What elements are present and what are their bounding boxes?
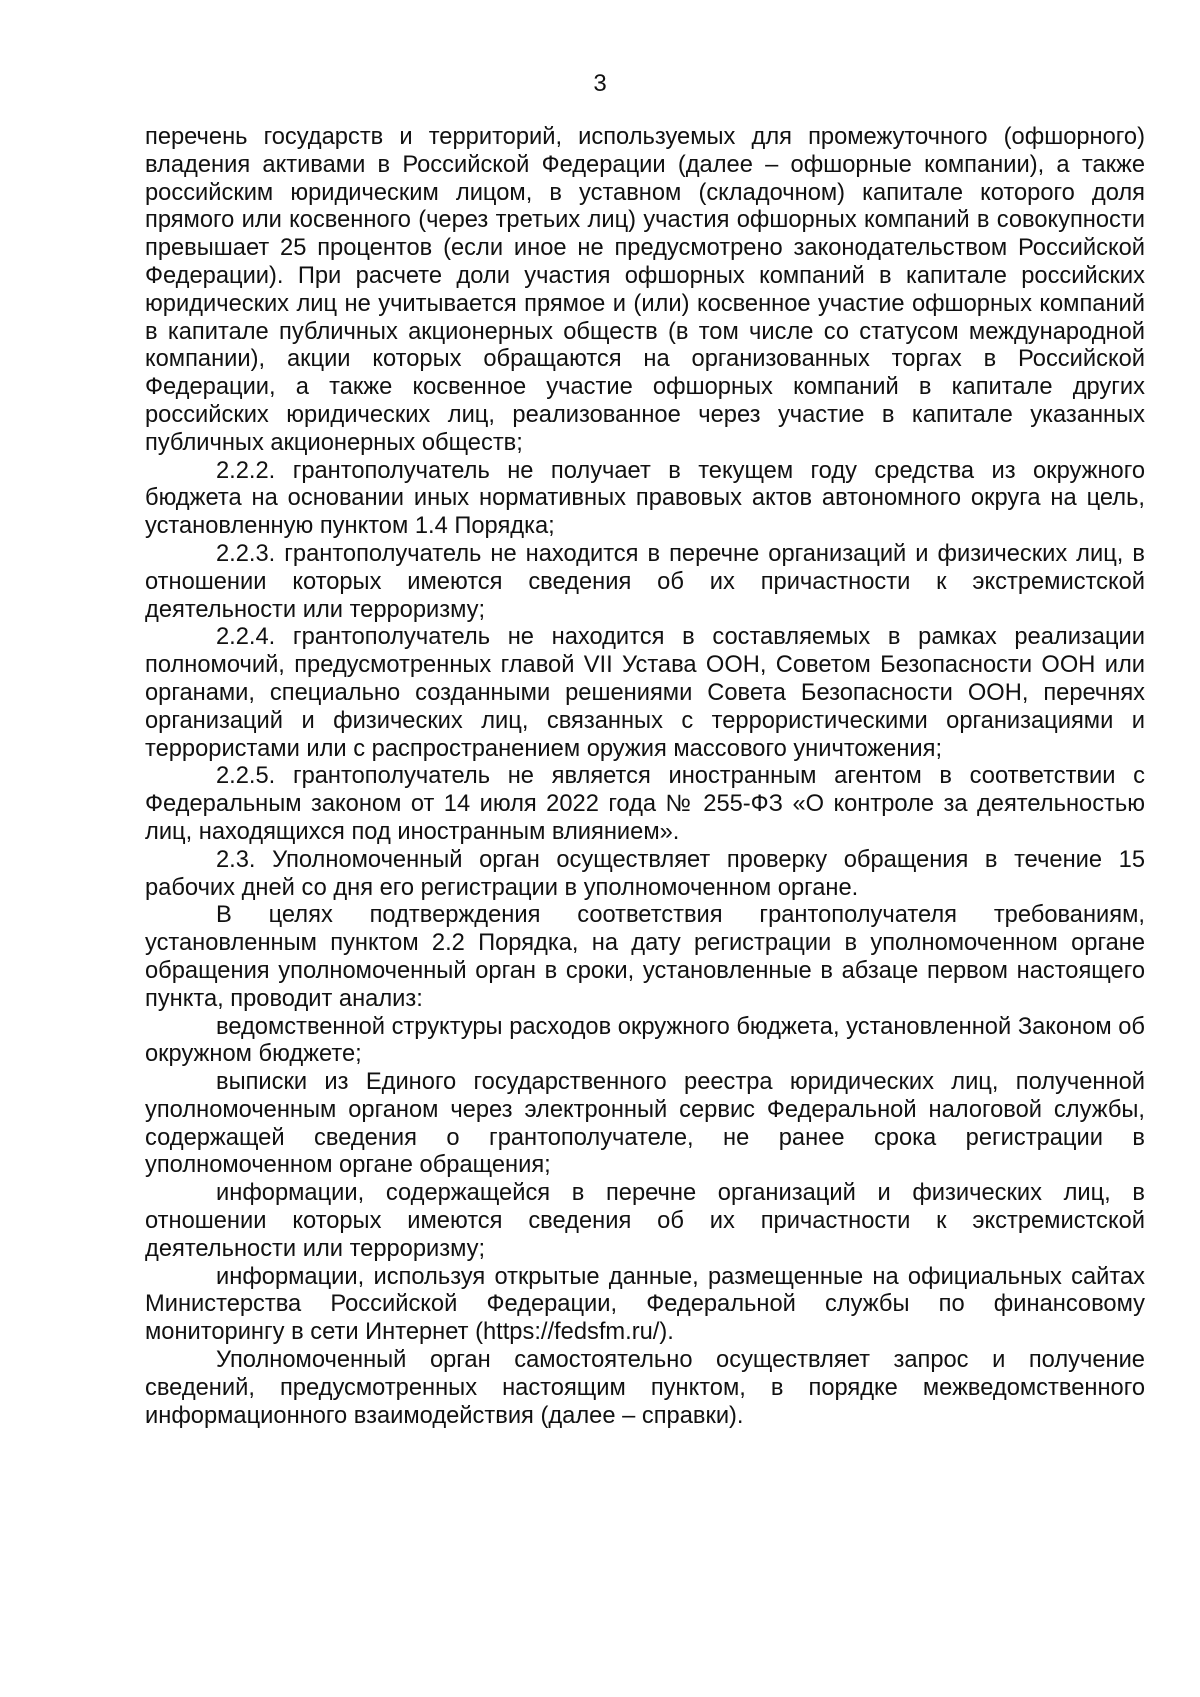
paragraph-budget-structure: ведомственной структуры расходов окружного бюджета, установленной Законом об окружном бюджете;	[145, 1013, 1145, 1068]
paragraph-open-data: информации, используя открытые данные, размещенные на официальных сайтах Министерства Российской Федерации, Федеральной службы по финансовому мониторингу в сети Интернет (https://fedsfm.ru/).	[145, 1263, 1145, 1346]
paragraph-2-2-5: 2.2.5. грантополучатель не является иностранным агентом в соответствии с Федеральным законом от 14 июля 2022 года № 255-ФЗ «О контроле за деятельностью лиц, находящихся под иностранным влиянием».	[145, 763, 1145, 845]
page-number: 3	[593, 70, 607, 97]
paragraph-2-2-3: 2.2.3. грантополучатель не находится в перечне организаций и физических лиц, в отношении которых имеются сведения об их причастности к экстремистской деятельности или терроризму;	[145, 540, 1145, 623]
paragraph-interagency-request: Уполномоченный орган самостоятельно осуществляет запрос и получение сведений, предусмотренных настоящим пунктом, в порядке межведомственного информационного взаимодействия (далее – справки).	[145, 1347, 1145, 1429]
document-body	[145, 124, 1145, 1430]
paragraph-verification-purpose: В целях подтверждения соответствия грантополучателя требованиям, установленным пунктом 2.2 Порядка, на дату регистрации в уполномоченном органе обращения уполномоченный орган в сроки, установленные в абзаце первом настоящего пункта, проводит анализ:	[145, 902, 1145, 1012]
paragraph-extremism-list: информации, содержащейся в перечне организаций и физических лиц, в отношении которых имеются сведения об их причастности к экстремистской деятельности или терроризму;	[145, 1180, 1145, 1262]
paragraph-2-2-4: 2.2.4. грантополучатель не находится в составляемых в рамках реализации полномочий, предусмотренных главой VII Устава ООН, Советом Безопасности ООН или органами, специально созданными решениями Совета Безопасности ООН, перечнях организаций и физических лиц, связанных с террористическими организациями и террористами или с распространением оружия массового уничтожения;	[145, 624, 1145, 762]
paragraph-2-2-2: 2.2.2. грантополучатель не получает в текущем году средства из окружного бюджета на основании иных нормативных правовых актов автономного округа на цель, установленную пунктом 1.4 Порядка;	[145, 457, 1145, 540]
paragraph-offshore-list-continuation: перечень государств и территорий, используемых для промежуточного (офшорного) владения активами в Российской Федерации (далее – офшорные компании), а также российским юридическим лицом, в уставном (складочном) капитале которого доля прямого или косвенного (через третьих лиц) участия офшорных компаний в совокупности превышает 25 процентов (если иное не предусмотрено законодательством Российской Федерации). При расчете доли участия офшорных компаний в капитале российских юридических лиц не учитывается прямое и (или) косвенное участие офшорных компаний в капитале публичных акционерных обществ (в том числе со статусом международной компании), акции которых обращаются на организованных торгах в Российской Федерации, а также косвенное участие офшорных компаний в капитале других российских юридических лиц, реализованное через участие в капитале указанных публичных акционерных обществ;	[145, 124, 1145, 456]
paragraph-2-3: 2.3. Уполномоченный орган осуществляет проверку обращения в течение 15 рабочих дней со дня его регистрации в уполномоченном органе.	[145, 846, 1145, 901]
paragraph-egrul-extract: выписки из Единого государственного реестра юридических лиц, полученной уполномоченным органом через электронный сервис Федеральной налоговой службы, содержащей сведения о грантополучателе, не ранее срока регистрации в уполномоченном органе обращения;	[145, 1069, 1145, 1179]
